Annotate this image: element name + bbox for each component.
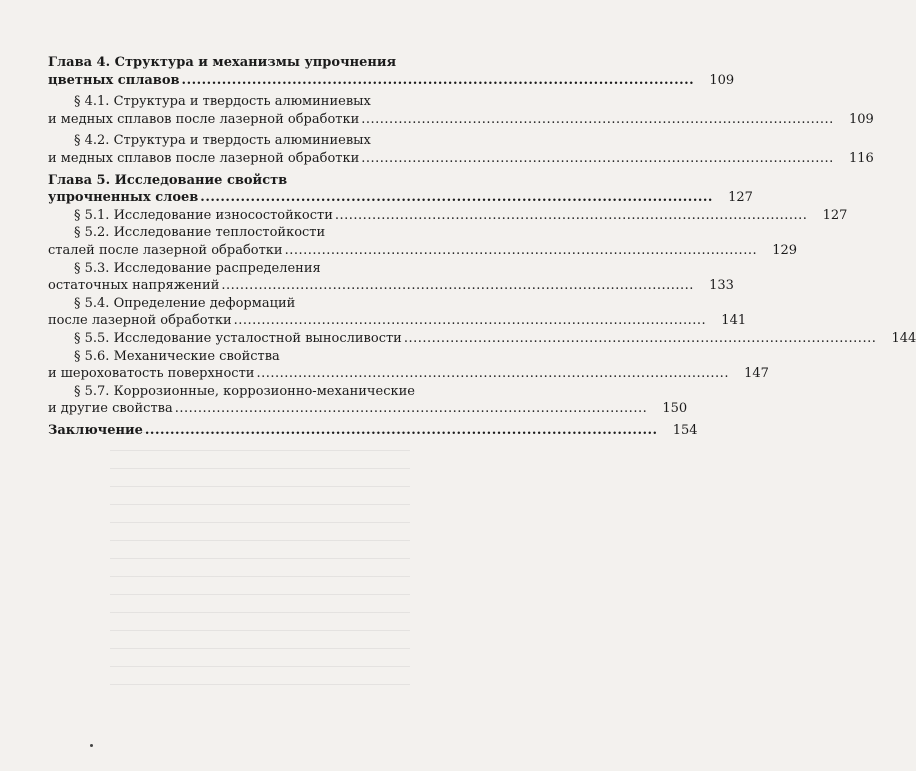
toc-page-number: 150 bbox=[662, 401, 688, 417]
toc-entry-title: § 4.2. Структура и твердость алюминиевых bbox=[74, 133, 371, 149]
toc-entry-title: § 5.7. Коррозионные, коррозионно-механические bbox=[74, 383, 415, 399]
dot-leader: ...................................................................................................... bbox=[221, 278, 694, 294]
dot-leader: ...................................................................................................... bbox=[174, 401, 648, 417]
toc-section-4-2 bbox=[48, 132, 874, 167]
toc-chapter-4 bbox=[48, 54, 735, 89]
dot-leader: ...................................................................................................... bbox=[144, 422, 658, 438]
toc-page-number: 127 bbox=[728, 190, 753, 206]
toc-section-5-1 bbox=[48, 207, 848, 225]
toc-page-number: 133 bbox=[709, 278, 734, 294]
dot-leader: ...................................................................................................... bbox=[233, 313, 707, 329]
toc-entry-title: Заключение bbox=[48, 422, 143, 438]
toc-section-5-2 bbox=[48, 224, 798, 259]
toc-entry-title: остаточных напряжений bbox=[48, 278, 220, 294]
toc-entry-title: Глава 4. Структура и механизмы упрочнения bbox=[48, 55, 397, 70]
toc-entry-title: упрочненных слоев bbox=[48, 190, 199, 206]
toc-entry-title: § 5.2. Исследование теплостойкости bbox=[74, 225, 326, 241]
toc-entry-title: сталей после лазерной обработки bbox=[48, 242, 283, 258]
toc-page-number: 127 bbox=[822, 207, 848, 223]
dot-leader: ...................................................................................................... bbox=[284, 242, 758, 258]
dot-leader: ...................................................................................................... bbox=[334, 207, 808, 223]
toc-entry-title: § 5.4. Определение деформаций bbox=[74, 295, 296, 311]
toc-section-5-5 bbox=[48, 330, 916, 348]
toc-entry-title: и шероховатость поверхности bbox=[48, 366, 255, 382]
toc-entry-title: § 5.3. Исследование распределения bbox=[74, 260, 321, 276]
toc-section-5-4 bbox=[48, 295, 747, 330]
toc-entry-title: после лазерной обработки bbox=[48, 313, 232, 329]
dot-leader: ...................................................................................................... bbox=[403, 330, 877, 346]
dot-leader: ...................................................................................................... bbox=[361, 111, 834, 127]
toc-section-4-1 bbox=[48, 93, 874, 128]
toc-page-number: 141 bbox=[721, 313, 747, 329]
table-of-contents bbox=[48, 54, 916, 439]
dot-leader: ...................................................................................................... bbox=[361, 150, 834, 166]
toc-section-5-6 bbox=[48, 348, 769, 383]
toc-section-5-7 bbox=[48, 383, 688, 418]
toc-page-number: 116 bbox=[848, 150, 874, 166]
toc-entry-title: и медных сплавов после лазерной обработки bbox=[48, 111, 360, 127]
toc-section-5-3 bbox=[48, 260, 734, 295]
toc-conclusion bbox=[48, 422, 698, 440]
toc-entry-title: и медных сплавов после лазерной обработки bbox=[48, 150, 360, 166]
paper-speck bbox=[90, 744, 93, 747]
toc-page-number: 154 bbox=[672, 422, 698, 438]
toc-page-number: 109 bbox=[709, 72, 735, 88]
toc-entry-title: цветных сплавов bbox=[48, 72, 180, 88]
toc-entry-title: § 5.6. Механические свойства bbox=[74, 348, 280, 364]
dot-leader: ...................................................................................................... bbox=[181, 72, 695, 88]
bleed-through-text bbox=[110, 420, 410, 690]
toc-entry-title: и другие свойства bbox=[48, 401, 173, 417]
toc-entry-title: § 4.1. Структура и твердость алюминиевых bbox=[74, 94, 371, 110]
dot-leader: ...................................................................................................... bbox=[200, 190, 713, 206]
toc-chapter-5 bbox=[48, 172, 753, 207]
toc-entry-title: Глава 5. Исследование свойств bbox=[48, 172, 288, 188]
toc-page-number: 109 bbox=[848, 111, 874, 127]
toc-entry-title: § 5.5. Исследование усталостной выносливости bbox=[74, 330, 402, 346]
toc-page-number: 129 bbox=[772, 242, 798, 258]
toc-entry-title: § 5.1. Исследование износостойкости bbox=[74, 207, 333, 223]
toc-page-number: 144 bbox=[891, 330, 916, 346]
toc-page-number: 147 bbox=[744, 366, 769, 382]
dot-leader: ...................................................................................................... bbox=[256, 366, 729, 382]
